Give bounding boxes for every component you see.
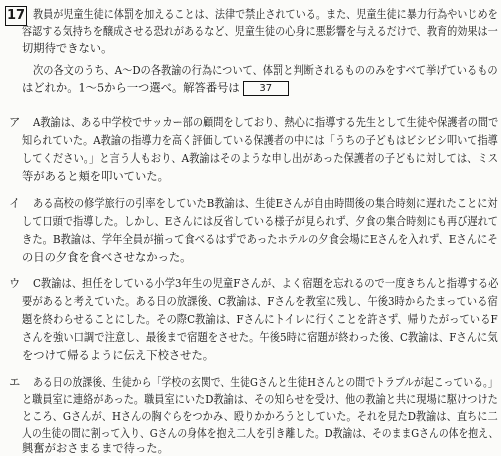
item-c-line-1: C教諭は、担任をしている小学3年生の児童Fさんが、よく宿題を忘れるので一度きちんと指導する必 xyxy=(33,277,499,290)
intro-line-3: 切期待できない。 xyxy=(22,42,113,55)
item-a-label: ア xyxy=(9,116,21,129)
item-c-line-5: をつけて帰るように伝え下校させた。 xyxy=(22,349,215,362)
intro-line-2: 容認する気持ちを醸成させる恐れがあるなど、児童生徒の心身に悪影響を与えるだけで、教育的効果は一 xyxy=(22,25,498,38)
question-number: 17 xyxy=(5,6,27,26)
item-d-line-2: と職員室に連絡があった。職員室にいたD教諭は、その知らせを受け、他の教諭と共に現場に駆けつけた xyxy=(22,393,498,406)
item-a-line-4: 等があると頬を叩いていた。 xyxy=(22,170,169,183)
item-b-label: イ xyxy=(9,197,21,210)
item-b-line-1: ある高校の修学旅行の引率をしていたB教諭は、生徒Eさんが自由時間後の集合時刻に遅れたことに対 xyxy=(33,197,498,210)
item-b-line-3: きた。B教諭は、学年全員が揃って食べるはずであったホテルの夕食会場にEさんを入れず、Eさんにそ xyxy=(22,233,498,246)
item-c-line-2: 要があると考えていた。ある日の放課後、C教諭は、Fさんを教室に残し、午後3時からたまっている宿 xyxy=(22,295,498,308)
item-c-line-4: さんを強い口調で注意し、最後まで宿題をさせた。午後5時に宿題が終わった後、C教諭は、Fさんに気 xyxy=(22,331,498,344)
prompt-line-2-text: はどれか。1～5から一つ選べ。解答番号は xyxy=(22,81,240,95)
item-c-line-3: 題を終わらせることにした。その際C教諭は、Fさんにトイレに行くことを許さず、帰りたがっているF xyxy=(22,313,498,326)
item-d-label: エ xyxy=(9,376,21,389)
item-b-line-4: の日の夕食を食べさせなかった。 xyxy=(22,251,192,264)
item-a-line-3: してください。」と言う人もおり、A教諭はそのような申し出があった保護者の子どもに対しては、ミス xyxy=(22,152,499,165)
intro-line-1: 教員が児童生徒に体罰を加えることは、法律で禁止されている。また、児童生徒に暴力行為やいじめを xyxy=(33,8,498,21)
prompt-line-1: 次の各文のうち、A～Dの各教諭の行為について、体罰と判断されるもののみをすべて挙げているもの xyxy=(33,64,498,77)
item-c-label: ウ xyxy=(9,277,21,290)
prompt-line-2 xyxy=(22,81,289,96)
item-d-line-4: 人の生徒の間に割って入り、Gさんの身体を抱え二人を引き離した。D教諭は、そのままGさんの体を抱え、 xyxy=(22,427,499,440)
item-a-line-1: A教諭は、ある中学校でサッカー部の顧問をしており、熱心に指導する先生として生徒や保護者の間で xyxy=(33,116,499,129)
item-d-line-3: ところ、Gさんが、Hさんの胸ぐらをつかみ、殴りかかろうとしていた。それを見たD教諭は、直ちに二 xyxy=(22,410,498,423)
item-a-line-2: 知られていた。A教諭の指導力を高く評価している保護者の中には「うちの子どもはビシビシ叩いて指導 xyxy=(22,134,498,147)
item-d-line-1: ある日の放課後、生徒から「学校の玄関で、生徒Gさんと生徒Hさんとの間でトラブルが起こっている。」 xyxy=(33,376,498,389)
item-b-line-2: して口頭で指導した。しかし、Eさんには反省している様子が見られず、夕食の集合時刻にも再び遅れて xyxy=(22,215,499,228)
item-d-line-5: 興奮がおさまるまで待った。 xyxy=(22,442,169,455)
answer-number-box: 37 xyxy=(243,81,289,96)
